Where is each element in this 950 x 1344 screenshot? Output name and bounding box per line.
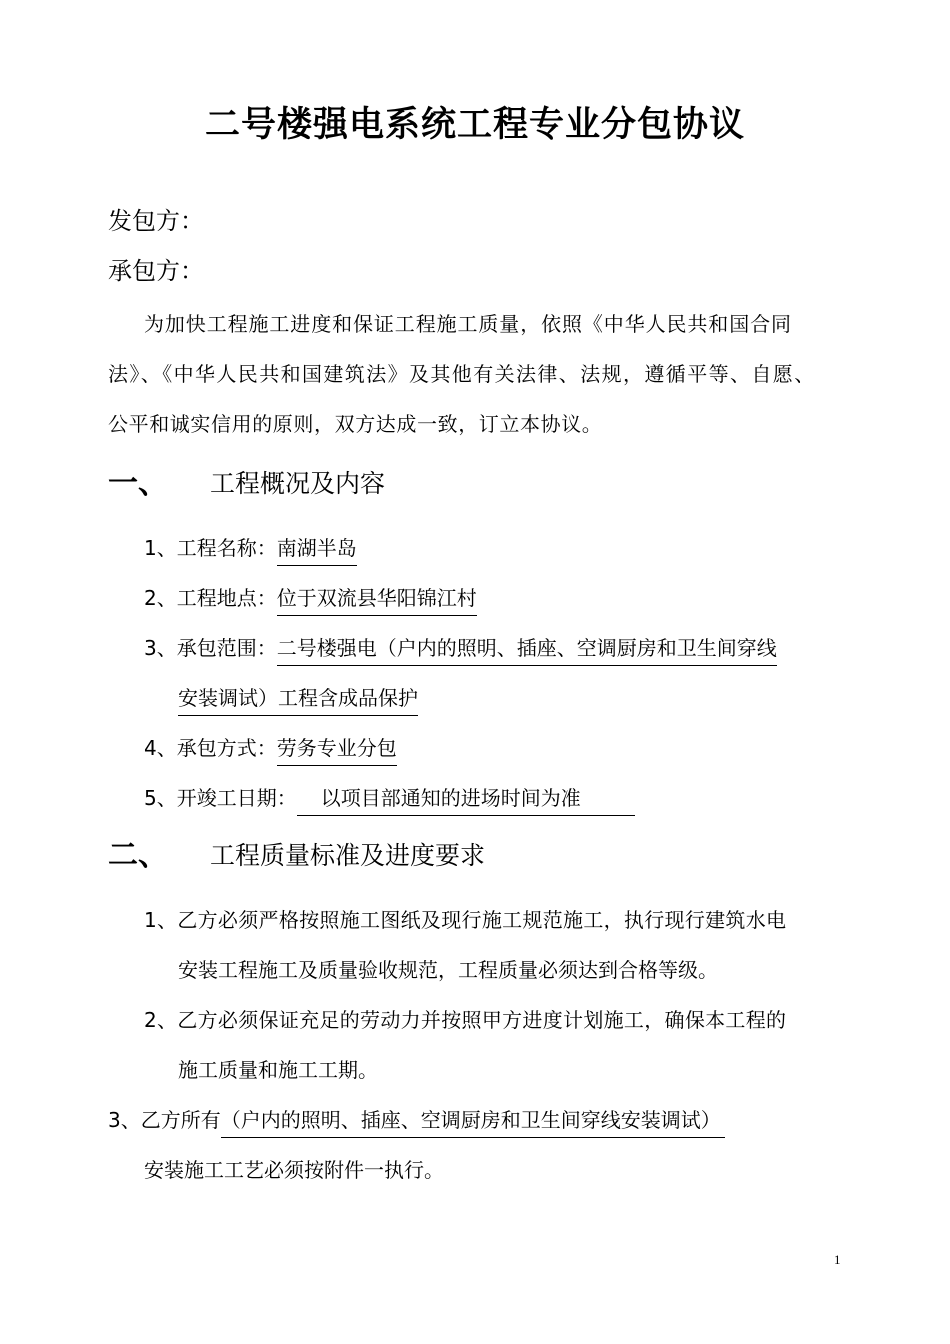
section-2-item-1-line-2: 安装工程施工及质量验收规范，工程质量必须达到合格等级。 [178, 958, 718, 982]
section-2-item-1-line-1: 1、乙方必须严格按照施工图纸及现行施工规范施工，执行现行建筑水电 [144, 908, 787, 932]
party-a-label: 发包方： [108, 207, 204, 235]
section-1-item-5 [144, 784, 635, 816]
intro-line-2: 法》、《中华人民共和国建筑法》及其他有关法律、法规，遵循平等、自愿、 [108, 362, 816, 386]
contract-scope-value: 二号楼强电（户内的照明、插座、空调厨房和卫生间穿线 [277, 634, 777, 666]
section-2-item-3-line-1 [108, 1106, 725, 1138]
section-1-item-1 [144, 534, 357, 566]
section-1-number: 一、 [108, 466, 168, 501]
start-end-date-value: 以项目部通知的进场时间为准 [297, 784, 635, 816]
item-label: 5、开竣工日期： [144, 786, 297, 810]
item-label: 4、承包方式： [144, 736, 277, 760]
intro-line-3: 公平和诚实信用的原则，双方达成一致，订立本协议。 [108, 412, 603, 436]
section-2-item-2-line-2: 施工质量和施工工期。 [178, 1058, 378, 1082]
section-2-title: 工程质量标准及进度要求 [210, 841, 486, 870]
project-name-value: 南湖半岛 [277, 534, 357, 566]
section-2-number: 二、 [108, 838, 168, 873]
item-label: 1、工程名称： [144, 536, 277, 560]
contract-method-value: 劳务专业分包 [277, 734, 397, 766]
installation-scope-value: （户内的照明、插座、空调厨房和卫生间穿线安装调试） [221, 1106, 725, 1138]
document-title: 二号楼强电系统工程专业分包协议 [204, 104, 745, 145]
section-2-item-3-line-2: 安装施工工艺必须按附件一执行。 [144, 1158, 444, 1182]
item-label: 3、乙方所有 [108, 1108, 221, 1132]
section-1-item-3 [144, 634, 777, 666]
intro-line-1: 为加快工程施工进度和保证工程施工质量，依照《中华人民共和国合同 [144, 312, 792, 336]
item-label: 3、承包范围： [144, 636, 277, 660]
section-2-item-2-line-1: 2、乙方必须保证充足的劳动力并按照甲方进度计划施工，确保本工程的 [144, 1008, 787, 1032]
section-1-item-2 [144, 584, 477, 616]
contract-scope-value-cont: 安装调试）工程含成品保护 [178, 684, 418, 716]
section-1-item-4 [144, 734, 397, 766]
project-location-value: 位于双流县华阳锦江村 [277, 584, 477, 616]
party-b-label: 承包方： [108, 257, 204, 285]
section-1-item-3-continued [178, 684, 418, 716]
item-label: 2、工程地点： [144, 586, 277, 610]
section-1-title: 工程概况及内容 [210, 469, 386, 498]
page-number: 1 [834, 1252, 841, 1267]
